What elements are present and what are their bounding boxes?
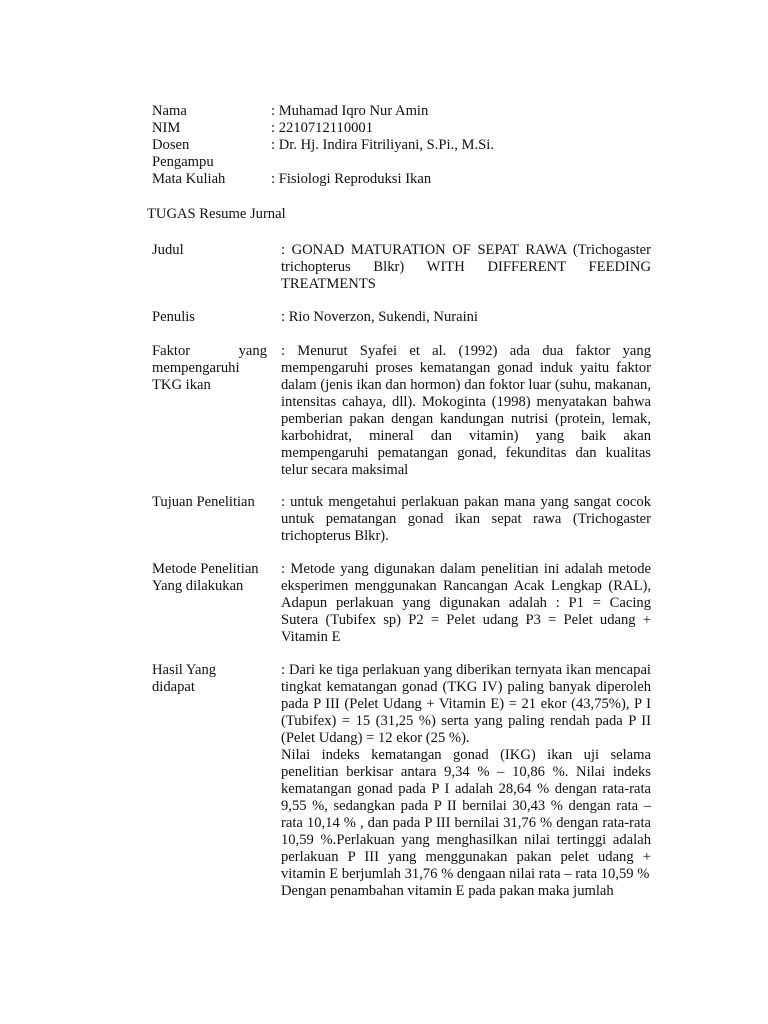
penulis-label-line: Penulis	[152, 309, 195, 325]
faktor-text: : Menurut Syafei et al. (1992) ada dua faktor yang mempengaruhi proses kematangan gonad induk yaitu faktor dalam (jenis ikan dan hormon) dan foktor luar (suhu, makanan, intensitas cahaya, dll). Mokoginta (1998) menyatakan bahwa pemberian pakan dengan kandungan nutrisi (protein, lemak, karbohidrat, mineral dan vitamin) yang baik akan mempengaruhi pematangan gonad, fekunditas dan kualitas telur secara maksimal	[281, 343, 651, 478]
nama-value: : Muhamad Iqro Nur Amin	[271, 103, 429, 119]
penulis-text: : Rio Noverzon, Sukendi, Nuraini	[281, 309, 478, 325]
mata-kuliah-label: Mata Kuliah	[152, 171, 226, 187]
task-title: TUGAS Resume Jurnal	[147, 206, 286, 222]
metode-label-line2: Yang dilakukan	[152, 578, 244, 594]
dosen-value: : Dr. Hj. Indira Fitriliyani, S.Pi., M.Si.	[271, 137, 494, 153]
hasil-text-2: Nilai indeks kematangan gonad (IKG) ikan uji selama penelitian berkisar antara 9,34 % – 10,86 %. Nilai indeks kematangan gonad pada P I adalah 28,64 % dengan rata-rata 9,55 %, sedangkan pada P II bernilai 30,43 % dengan rata – rata 10,14 % , dan pada P III bernilai 31,76 % dengan rata-rata 10,59 %.Perlakuan yang menghasilkan nilai tertinggi adalah perlakuan P III yang menggunakan pakan pelet udang + vitamin E berjumlah 31,76 % dengaan nilai rata – rata 10,59 %	[281, 747, 651, 882]
penulis-value	[281, 309, 651, 326]
judul-label	[152, 242, 267, 259]
hasil-value	[281, 662, 651, 900]
nim-label: NIM	[152, 120, 181, 136]
hasil-label	[152, 662, 267, 696]
metode-value	[281, 561, 651, 646]
metode-label	[152, 561, 267, 595]
hasil-label-line1: Hasil Yang	[152, 662, 217, 678]
penulis-label	[152, 309, 267, 326]
faktor-value	[281, 343, 651, 479]
faktor-label	[152, 343, 267, 394]
faktor-label-line1: Faktor yang mempengaruhi	[152, 343, 267, 376]
judul-value	[281, 242, 651, 293]
hasil-text-1: : Dari ke tiga perlakuan yang diberikan ternyata ikan mencapai tingkat kematangan gonad (TKG IV) paling banyak diperoleh pada P III (Pelet Udang + Vitamin E) = 21 ekor (43,75%), P I (Tubifex) = 15 (31,25 %) serta yang paling rendah pada P II (Pelet Udang) = 12 ekor (25 %).	[281, 662, 651, 746]
metode-text: : Metode yang digunakan dalam penelitian ini adalah metode eksperimen menggunakan Rancangan Acak Lengkap (RAL), Adapun perlakuan yang digunakan adalah : P1 = Cacing Sutera (Tubifex sp) P2 = Pelet udang P3 = Pelet udang + Vitamin E	[281, 561, 651, 645]
tujuan-label	[152, 494, 267, 511]
hasil-text-3: Dengan penambahan vitamin E pada pakan maka jumlah	[281, 883, 614, 899]
judul-text: : GONAD MATURATION OF SEPAT RAWA (Trichogaster trichopterus Blkr) WITH DIFFERENT FEEDING TREATMENTS	[281, 242, 651, 292]
nama-label: Nama	[152, 103, 187, 119]
faktor-label-line2: TKG ikan	[152, 377, 211, 393]
hasil-label-line2: didapat	[152, 679, 195, 695]
mata-kuliah-value: : Fisiologi Reproduksi Ikan	[271, 171, 432, 187]
nim-value: : 2210712110001	[271, 120, 374, 136]
tujuan-label-line: Tujuan Penelitian	[152, 494, 255, 510]
dosen-label-line1: Dosen	[152, 137, 190, 153]
tujuan-value	[281, 494, 651, 545]
judul-label-line: Judul	[152, 242, 184, 258]
tujuan-text: : untuk mengetahui perlakuan pakan mana yang sangat cocok untuk pematangan gonad ikan sepat rawa (Trichogaster trichopterus Blkr).	[281, 494, 651, 544]
dosen-label-line2: Pengampu	[152, 154, 214, 170]
metode-label-line1: Metode Penelitian	[152, 561, 259, 577]
